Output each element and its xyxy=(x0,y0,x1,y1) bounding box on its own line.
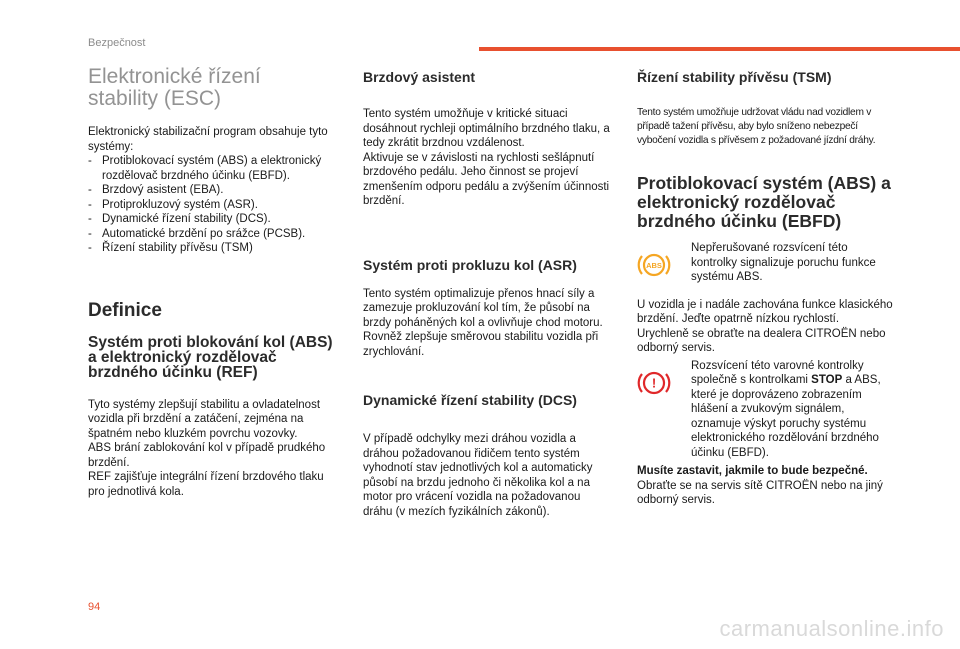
list-item: - Protiblokovací systém (ABS) a elektronický rozdělovač brzdného účinku (EBFD). xyxy=(88,154,342,183)
dcs-p1: V případě odchylky mezi dráhou vozidla a dráhou požadovanou řidičem tento systém vyhodnotí stav jednotlivých kol a automaticky působí na brzdu jednoho či několika kol a na motor pro vrácení vozidla na požadovanou dráhu (v mezích fyzikálních zákonů). xyxy=(363,433,593,518)
dcs-heading: Dynamické řízení stability (DCS) xyxy=(363,392,577,408)
tsm-body: Tento systém umožňuje udržovat vládu nad vozidlem v případě tažení přívěsu, aby bylo sníženo nebezpečí vybočení vozidla s přívěsem z požadované jízdní dráhy. xyxy=(637,107,876,146)
abs-ref-p3: REF zajišťuje integrální řízení brzdového tlaku pro jednotlivá kola. xyxy=(88,471,324,498)
list-item: - Řízení stability přívěsu (TSM) xyxy=(88,241,342,256)
abs-icon-text: Nepřerušované rozsvícení této kontrolky signalizuje poruchu funkce systému ABS. xyxy=(691,242,876,283)
warn-icon-label: ! xyxy=(651,375,657,390)
eba-p2: Aktivuje se v závislosti na rychlosti sešlápnutí brzdového pedálu. Jeho činnost se projeví zmenšením odporu pedálu a zvýšením účinnosti brzdění. xyxy=(363,151,610,207)
tsm-heading: Řízení stability přívěsu (TSM) xyxy=(637,69,832,85)
abs-warning-row xyxy=(637,241,893,285)
abs-p1: U vozidla je i nadále zachována funkce klasického brzdění. Jeďte opatrně nízkou rychlostí. xyxy=(637,298,893,325)
abs-p2: Urychleně se obraťte na dealera CITROËN nebo odborný servis. xyxy=(637,327,886,354)
esc-intro: Elektronický stabilizační program obsahuje tyto systémy: xyxy=(88,126,328,153)
page-title-line2: stability (ESC) xyxy=(88,87,222,110)
dcs-body xyxy=(363,432,610,519)
list-item: - Brzdový asistent (EBA). xyxy=(88,183,342,198)
abs-body xyxy=(637,298,893,356)
abs-ref-body xyxy=(88,398,342,500)
abs-warning-icon xyxy=(637,251,671,279)
definice-heading: Definice xyxy=(88,299,162,321)
ebfd-warning-row xyxy=(637,359,893,461)
ebfd-warning-text-a: Rozsvícení této varovné kontrolky společně s kontrolkami xyxy=(691,359,864,386)
brake-warning-icon xyxy=(637,369,671,397)
asr-body xyxy=(363,287,610,360)
asr-heading: Systém proti prokluzu kol (ASR) xyxy=(363,256,577,273)
page-title xyxy=(88,66,342,110)
eba-p1: Tento systém umožňuje v kritické situaci dosáhnout rychleji optimálního brzdného tlaku, a tedy zkrátit brzdnou vzdálenost. xyxy=(363,108,610,149)
esc-system-list xyxy=(88,154,342,256)
abs-ref-heading: Systém proti blokování kol (ABS) a elektronický rozdělovač brzdného účinku (REF) xyxy=(88,333,333,381)
list-item: - Dynamické řízení stability (DCS). xyxy=(88,212,342,227)
watermark: carmanualsonline.info xyxy=(719,616,944,641)
column-right xyxy=(637,66,893,508)
warn-icon-box xyxy=(637,359,691,397)
section-label: Bezpečnost xyxy=(88,37,146,49)
abs-ebfd-heading: Protiblokovací systém (ABS) a elektronický rozdělovač brzdného účinku (EBFD) xyxy=(637,173,891,231)
list-item: - Automatické brzdění po srážce (PCSB). xyxy=(88,227,342,242)
eba-body xyxy=(363,107,610,209)
column-left xyxy=(88,66,342,499)
ebfd-warning-text xyxy=(691,359,893,461)
abs-ref-p2: ABS brání zablokování kol v případě prudkého brzdění. xyxy=(88,442,326,469)
esc-intro-block xyxy=(88,125,342,256)
section-accent-bar xyxy=(479,47,960,51)
ebfd-warning-text-b: a ABS, které je doprovázeno zobrazením hlášení a zvukovým signálem, oznamuje výskyt poruchy systému elektronického rozdělování brzdného účinku (EBFD). xyxy=(691,374,881,459)
stop-service-text: Obraťte se na servis sítě CITROËN nebo na jiný odborný servis. xyxy=(637,479,883,506)
eba-heading: Brzdový asistent xyxy=(363,69,476,85)
stop-keyword: STOP xyxy=(811,374,843,386)
page-title-line1: Elektronické řízení xyxy=(88,65,261,88)
column-middle xyxy=(363,66,610,519)
page-number: 94 xyxy=(88,601,101,613)
abs-icon-label: ABS xyxy=(646,261,662,270)
asr-p1: Tento systém optimalizuje přenos hnací síly a zamezuje prokluzování kol tím, že působí na brzdy poháněných kol a ovlivňuje chod motoru. Rovněž zlepšuje směrovou stabilitu vozidla při zrychlování. xyxy=(363,287,603,358)
abs-ref-p1: Tyto systémy zlepšují stabilitu a ovladatelnost vozidla při brzdění a zatáčení, zejména na špatném nebo kluzkém povrchu vozovky. xyxy=(88,398,321,440)
abs-icon-box xyxy=(637,241,691,279)
stop-block xyxy=(637,464,893,508)
list-item: - Protiprokluzový systém (ASR). xyxy=(88,198,342,213)
stop-instruction: Musíte zastavit, jakmile to bude bezpečné. xyxy=(637,465,868,477)
